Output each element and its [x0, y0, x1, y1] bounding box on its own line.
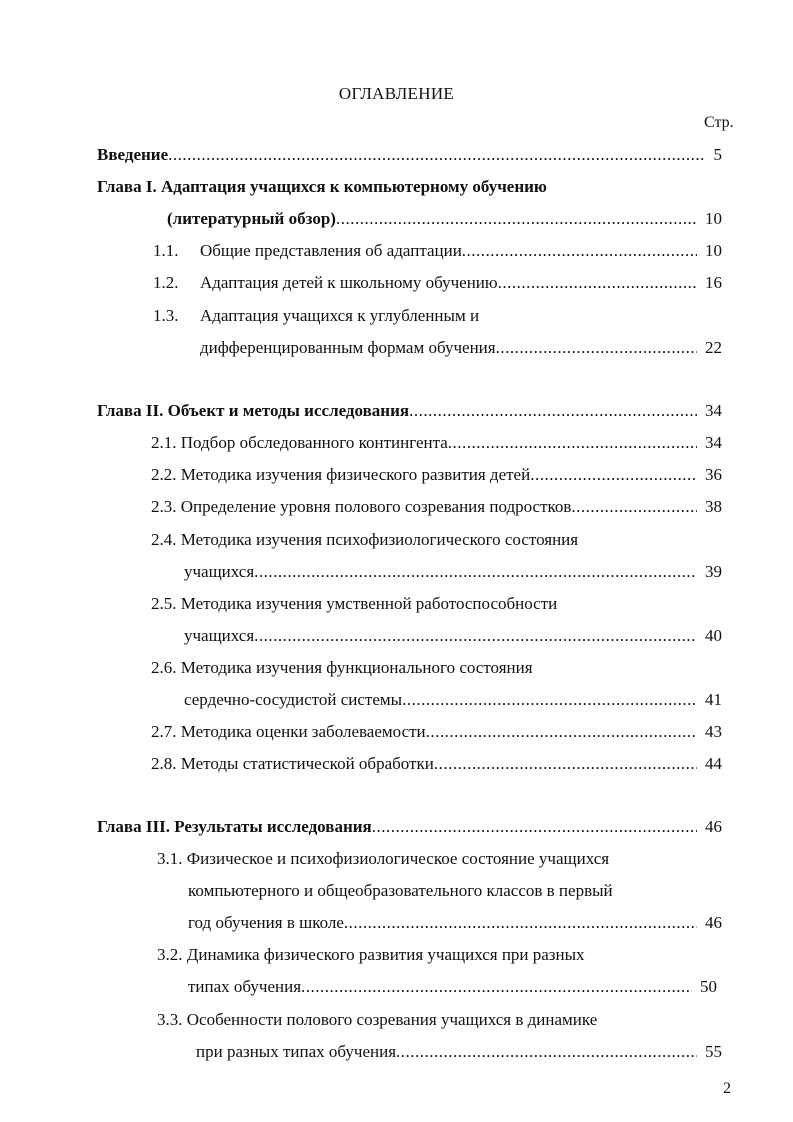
- toc-entry-title: дифференцированным формам обучения: [200, 338, 496, 357]
- dot-leader: [462, 239, 697, 263]
- dot-leader: [336, 207, 697, 231]
- toc-page-number: 41: [705, 690, 722, 709]
- toc-entry-3-1[interactable]: 3.1. Физическое и психофизиологическое состояние учащихся: [157, 849, 610, 868]
- toc-item-number: 1.3.: [153, 306, 179, 325]
- toc-entry-1-2[interactable]: [200, 271, 722, 295]
- toc-entry-title: (литературный обзор): [167, 209, 336, 228]
- toc-page-number: 34: [705, 401, 722, 420]
- toc-entry-3-1-cont2[interactable]: [188, 911, 722, 935]
- toc-entry-3-2[interactable]: 3.2. Динамика физического развития учащихся при разных: [157, 945, 585, 964]
- dot-leader: [168, 143, 705, 167]
- toc-entry-3-3[interactable]: 3.3. Особенности полового созревания учащихся в динамике: [157, 1010, 598, 1029]
- toc-page-number: 10: [705, 209, 722, 228]
- toc-page-number: 36: [705, 465, 722, 484]
- toc-chapter-1-subtitle[interactable]: [167, 207, 722, 231]
- toc-entry-2-5-cont[interactable]: [184, 624, 722, 648]
- page-title: ОГЛАВЛЕНИЕ: [338, 84, 455, 103]
- toc-entry-1-3-cont[interactable]: [200, 336, 722, 360]
- toc-entry-title: сердечно-сосудистой системы: [184, 690, 403, 709]
- dot-leader: [396, 1040, 697, 1064]
- toc-entry-title: Глава II. Объект и методы исследования: [97, 401, 410, 420]
- toc-entry-3-2-cont[interactable]: [188, 975, 717, 999]
- dot-leader: [254, 560, 697, 584]
- toc-entry-3-1-cont[interactable]: компьютерного и общеобразовательного классов в первый: [188, 881, 613, 900]
- toc-page-number: 40: [705, 626, 722, 645]
- dot-leader: [530, 463, 697, 487]
- toc-item-number: 1.1.: [153, 241, 179, 260]
- toc-entry-2-6[interactable]: 2.6. Методика изучения функционального состояния: [151, 658, 533, 677]
- toc-page-number: 38: [705, 497, 722, 516]
- toc-entry-2-2[interactable]: [151, 463, 722, 487]
- toc-chapter-2[interactable]: [97, 399, 722, 423]
- toc-entry-title: Глава III. Результаты исследования: [97, 817, 372, 836]
- toc-entry-title: типах обучения: [188, 977, 302, 996]
- toc-entry-title: учащихся: [184, 562, 255, 581]
- page-number: 2: [723, 1080, 731, 1097]
- toc-entry-2-7[interactable]: [151, 720, 722, 744]
- toc-entry-2-3[interactable]: [151, 495, 722, 519]
- toc-entry-title: учащихся: [184, 626, 255, 645]
- page-column-label: Стр.: [704, 114, 734, 131]
- dot-leader: [496, 336, 697, 360]
- dot-leader: [434, 752, 697, 776]
- toc-entry-title: 2.2. Методика изучения физического развития детей: [151, 465, 531, 484]
- dot-leader: [498, 271, 697, 295]
- dot-leader: [448, 431, 697, 455]
- toc-page-number: 22: [705, 338, 722, 357]
- toc-page-number: 46: [705, 817, 722, 836]
- toc-page-number: 46: [705, 913, 722, 932]
- dot-leader: [571, 495, 697, 519]
- toc-entry-title: Адаптация детей к школьному обучению: [200, 273, 498, 292]
- toc-page-number: 16: [705, 273, 722, 292]
- toc-entry-2-1[interactable]: [151, 431, 722, 455]
- toc-page-number: 10: [705, 241, 722, 260]
- toc-entry-title: Общие представления об адаптации: [200, 241, 462, 260]
- toc-entry-title: Введение: [97, 145, 169, 164]
- toc-page-number: 44: [705, 754, 722, 773]
- toc-entry-title: 2.7. Методика оценки заболеваемости: [151, 722, 426, 741]
- dot-leader: [372, 815, 697, 839]
- dot-leader: [301, 975, 692, 999]
- toc-chapter-3[interactable]: [97, 815, 722, 839]
- toc-entry-2-4-cont[interactable]: [184, 560, 722, 584]
- toc-entry-title: год обучения в школе: [188, 913, 344, 932]
- toc-entry-title: 2.3. Определение уровня полового созревания подростков: [151, 497, 572, 516]
- toc-entry-2-5[interactable]: 2.5. Методика изучения умственной работоспособности: [151, 594, 558, 613]
- toc-page-number: 43: [705, 722, 722, 741]
- toc-entry-title: 2.8. Методы статистической обработки: [151, 754, 434, 773]
- toc-page-number: 55: [705, 1042, 722, 1061]
- toc-entry-3-3-cont[interactable]: [196, 1040, 722, 1064]
- toc-chapter-1-title[interactable]: Глава I. Адаптация учащихся к компьютерному обучению: [97, 177, 547, 196]
- toc-entry-1-3[interactable]: Адаптация учащихся к углубленным и: [200, 306, 480, 325]
- dot-leader: [409, 399, 697, 423]
- dot-leader: [344, 911, 697, 935]
- toc-entry-2-4[interactable]: 2.4. Методика изучения психофизиологического состояния: [151, 530, 579, 549]
- toc-entry-title: 2.1. Подбор обследованного контингента: [151, 433, 448, 452]
- dot-leader: [426, 720, 697, 744]
- toc-page-number: 39: [705, 562, 722, 581]
- toc-page-number: 34: [705, 433, 722, 452]
- dot-leader: [254, 624, 697, 648]
- dot-leader: [402, 688, 697, 712]
- toc-item-number: 1.2.: [153, 273, 179, 292]
- toc-page-number: 5: [713, 145, 722, 164]
- toc-entry-title: при разных типах обучения: [196, 1042, 397, 1061]
- toc-entry-1-1[interactable]: [200, 239, 722, 263]
- toc-entry-2-6-cont[interactable]: [184, 688, 722, 712]
- toc-page-number: 50: [700, 977, 717, 996]
- toc-entry-intro[interactable]: [97, 143, 722, 167]
- toc-entry-2-8[interactable]: [151, 752, 722, 776]
